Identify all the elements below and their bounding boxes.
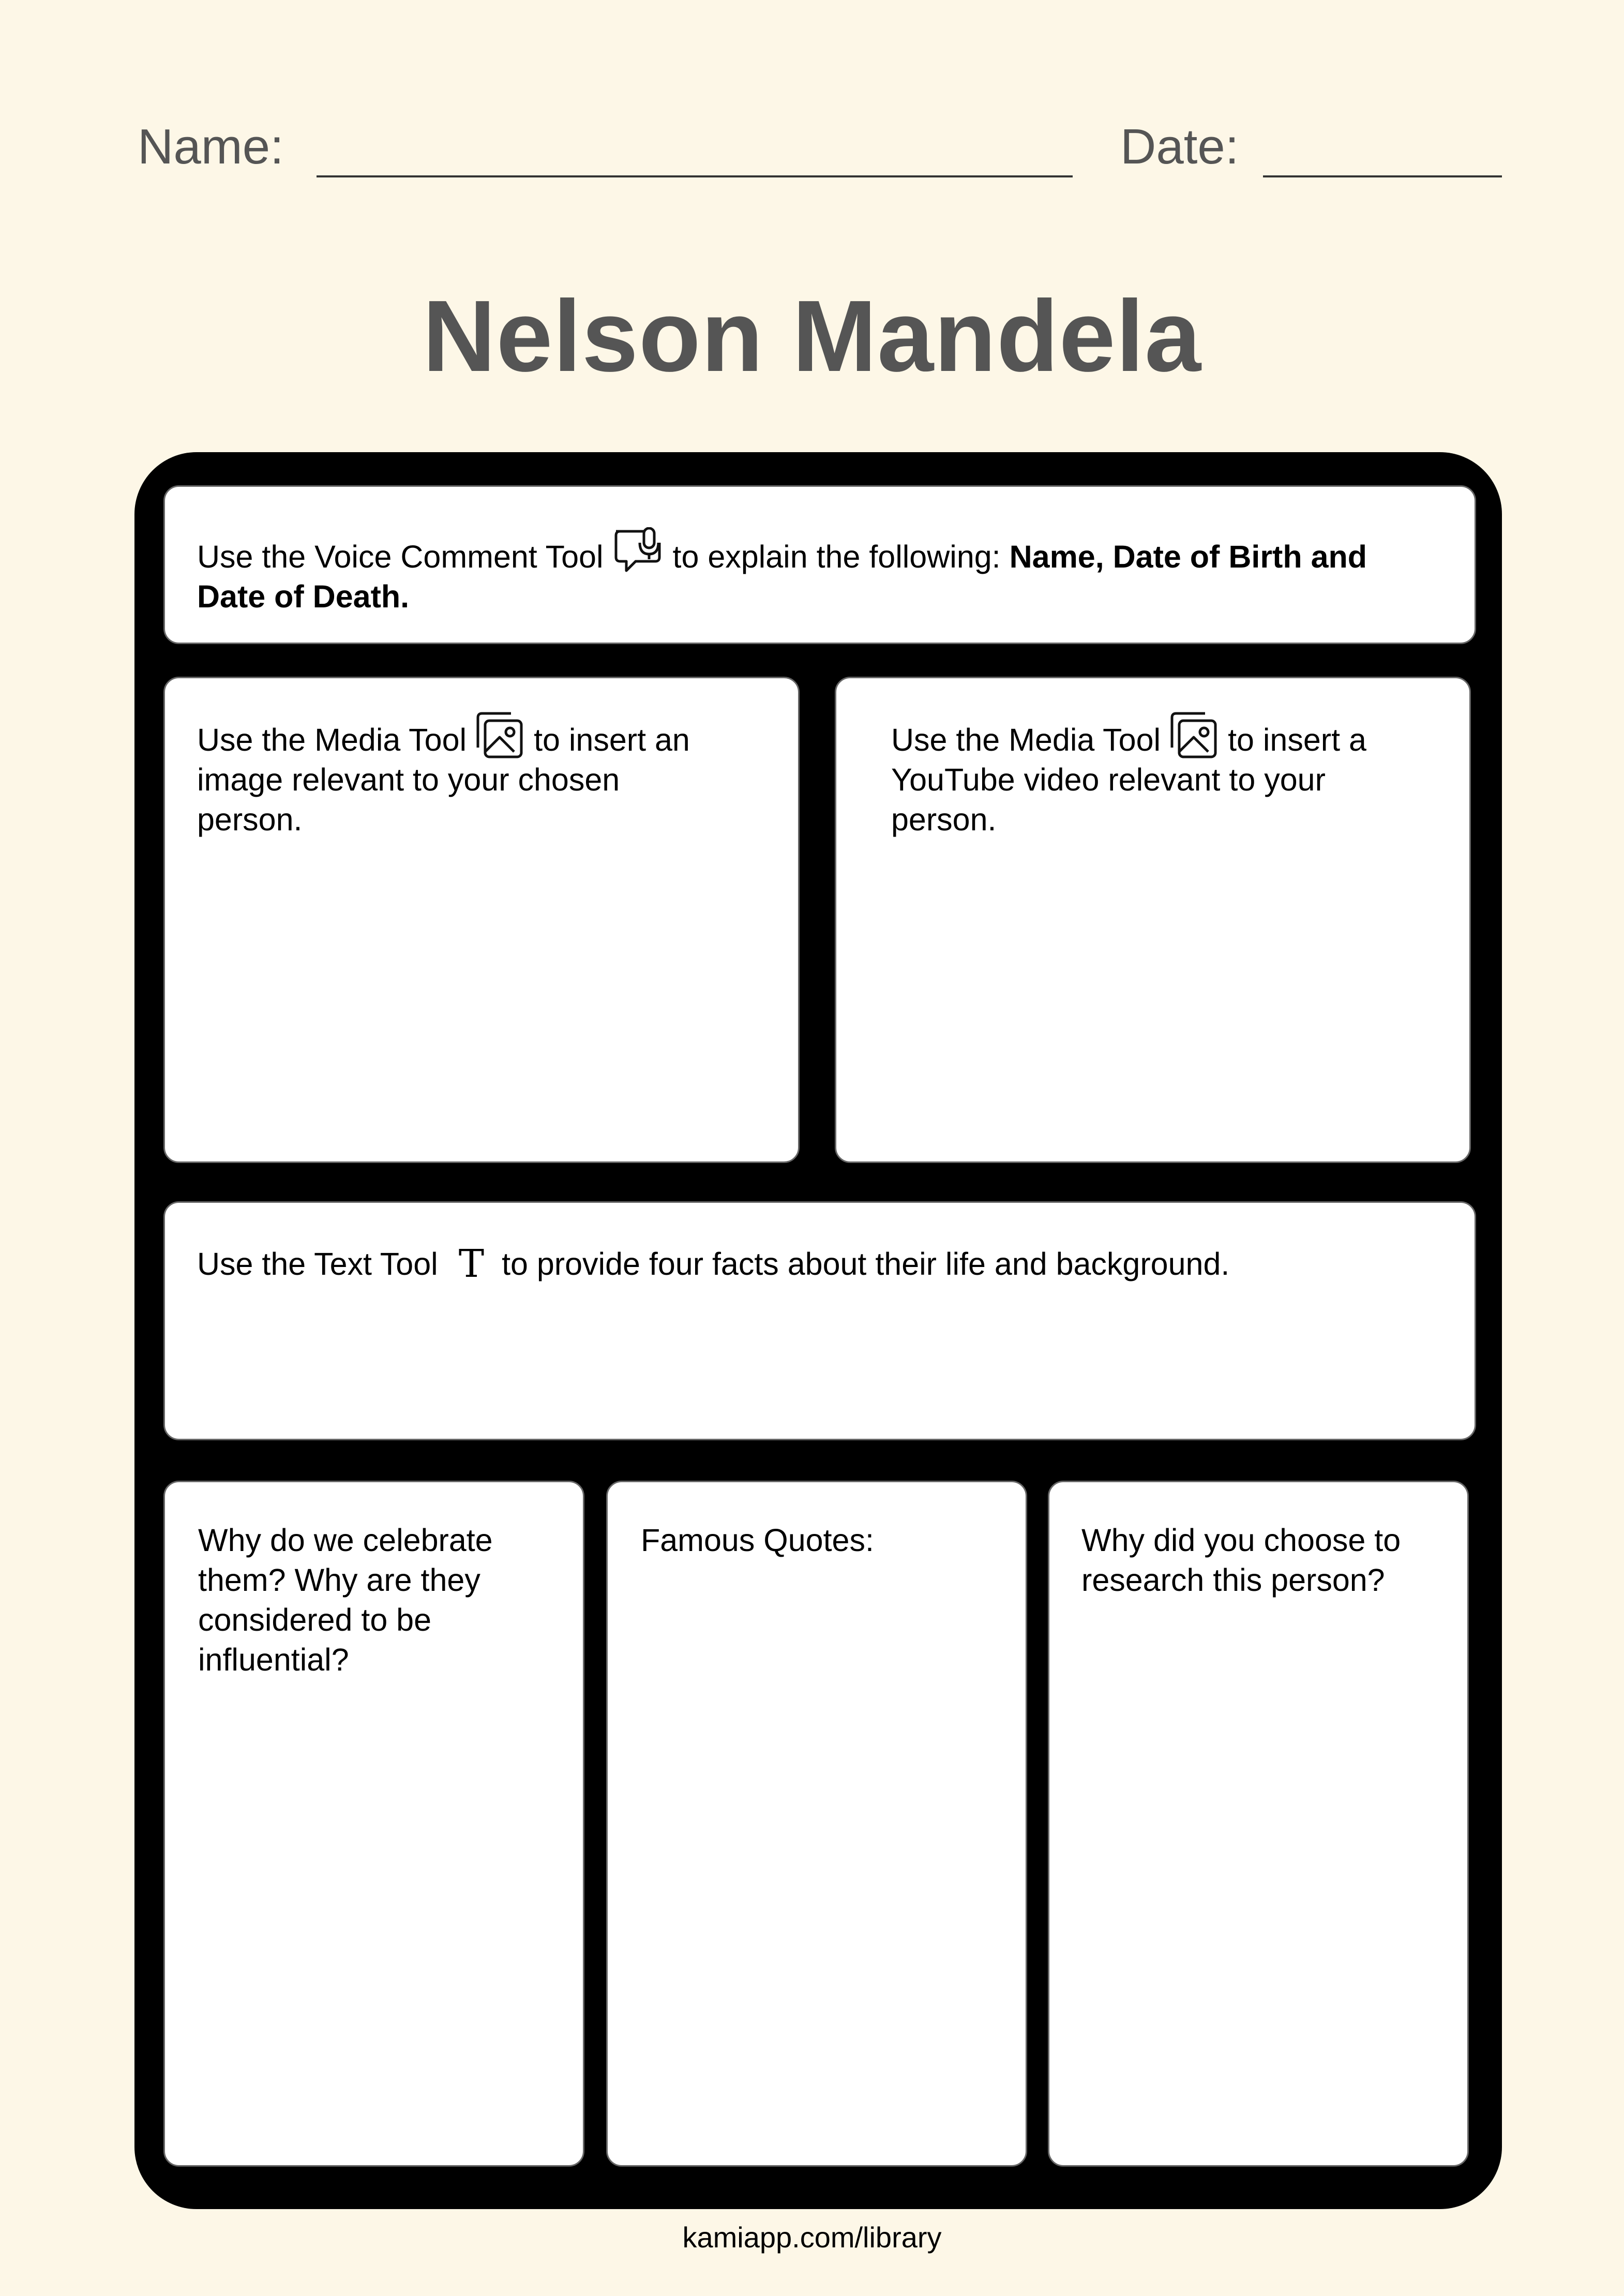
- media-image-instructions: Use the Media Tool to insert an image relevant to your chosen person.: [197, 710, 710, 840]
- media-video-instructions: Use the Media Tool to insert a YouTube video relevant to your person.: [891, 710, 1392, 840]
- text-tool-instructions: Use the Text Tool T to provide four facts about their life and background.: [197, 1242, 1230, 1286]
- footer-url: kamiapp.com/library: [682, 2221, 942, 2254]
- media-icon: [1169, 710, 1219, 760]
- name-label: Name:: [138, 119, 284, 174]
- date-input-line[interactable]: [1263, 175, 1502, 177]
- quotes-panel[interactable]: [606, 1481, 1027, 2167]
- media-image-panel[interactable]: [163, 677, 800, 1163]
- text-tool-panel[interactable]: [163, 1201, 1476, 1440]
- quotes-prompt: Famous Quotes:: [641, 1523, 874, 1558]
- page-title: Nelson Mandela: [422, 279, 1202, 393]
- celebrate-panel[interactable]: [163, 1481, 584, 2167]
- why-chosen-prompt: Why did you choose to research this person?: [1081, 1523, 1401, 1598]
- voice-comment-panel[interactable]: [163, 485, 1476, 644]
- voice-comment-instructions: Use the Voice Comment Tool to explain the following: Name, Date of Birth and Date of Death.: [197, 527, 1371, 617]
- voice-comment-icon: [612, 527, 664, 577]
- media-video-panel[interactable]: [835, 677, 1471, 1163]
- media-icon: [475, 710, 524, 760]
- text-tool-icon: T: [458, 1242, 485, 1286]
- date-label: Date:: [1120, 119, 1239, 174]
- why-chosen-panel[interactable]: [1048, 1481, 1469, 2167]
- name-input-line[interactable]: [317, 175, 1073, 177]
- celebrate-prompt: Why do we celebrate them? Why are they considered to be influential?: [198, 1523, 493, 1677]
